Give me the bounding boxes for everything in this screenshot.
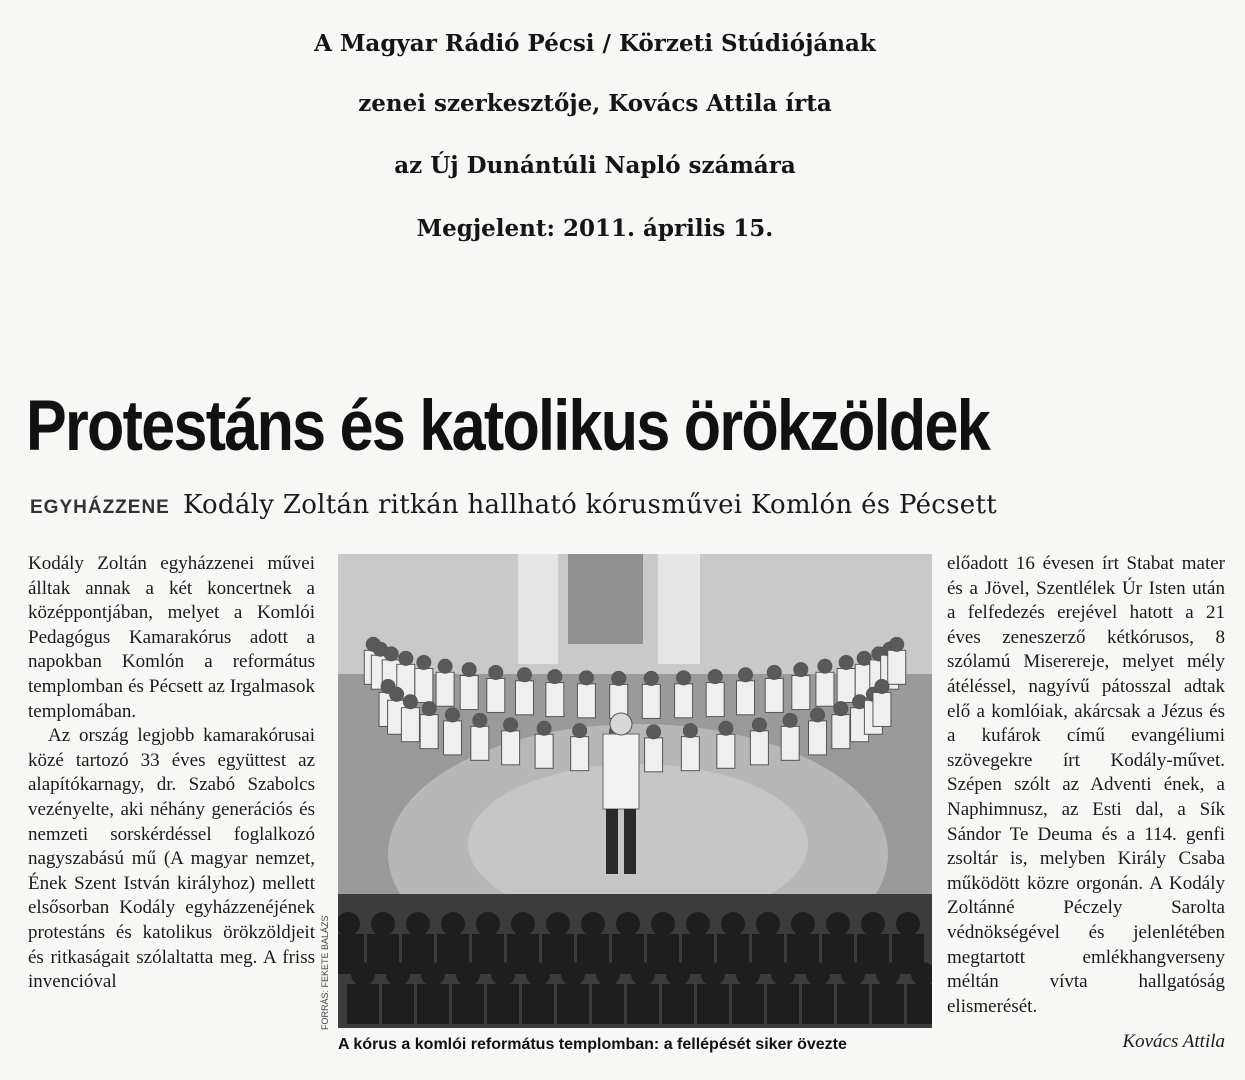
left-paragraph-1: Kodály Zoltán egyházzenei művei álltak annak a két koncertnek a középpontjában, melyet a Komlói Pedagógus Kamarakórus adott a napokban Komlón a református templomban és Pécsett az Irgalmasok templomában. [28, 553, 315, 722]
subheading-row [30, 490, 1230, 520]
left-column [28, 552, 315, 995]
right-column [947, 552, 1225, 1019]
header-line-2: zenei szerkesztője, Kovács Attila írta [358, 90, 832, 117]
article-subtitle: Kodály Zoltán ritkán hallható kórusművei Komlón és Pécsett [182, 490, 997, 520]
header-line-3: az Új Dunántúli Napló számára [394, 152, 796, 179]
choir-photo-illustration [338, 554, 932, 1028]
author-signature: Kovács Attila [1122, 1031, 1225, 1052]
section-kicker: EGYHÁZZENE [30, 497, 170, 518]
right-paragraph-1: előadott 16 évesen írt Stabat mater és a Jövel, Szentlélek Úr Isten után a felfedezés erejével hatott a 21 éves zeneszerző kétkórusos, 8 szólamú Miserereje, melyet mély átéléssel, nagyívű pátosszal adtak elő a komlóiak, akárcsak a Jézus és a kufárok című evangéliumi szövegekre írt Kodály-művet. Szépen szólt az Adventi ének, a Naphimnusz, az Esti dal, a Sík Sándor Te Deuma és a 114. genfi zsoltár is, melyben Király Csaba működött közre orgonán. A Kodály Zoltánné Péczely Sarolta védnökségével és jelenlétében megtartott emlékhangverseny méltán vívta hallgatóság elismerését. [947, 553, 1225, 1017]
photo-credit: FORRÁS: FEKETE BALÁZS [320, 915, 330, 1030]
photo-caption: A kórus a komlói református templomban: a fellépését siker övezte [338, 1036, 847, 1053]
header-line-1: A Magyar Rádió Pécsi / Körzeti Stúdiójának [314, 30, 876, 57]
choir-photo [338, 554, 932, 1028]
publication-date: Megjelent: 2011. április 15. [416, 215, 774, 242]
left-paragraph-2: Az ország legjobb kamarakórusai közé tartozó 33 éves együttest az alapítókarnagy, dr. Szabó Szabolcs vezényelte, aki néhány generációs és nemzeti sorskérdéssel foglalkozó nagyszabású mű (A magyar nemzet, Ének Szent István királyhoz) mellett elsősorban Kodály egyházzenéjének protestáns és katolikus örökzöldjeit és ritkaságait szólaltatta meg. A friss invencióval [28, 725, 315, 993]
article-headline: Protestáns és katolikus örökzöldek [26, 387, 989, 466]
